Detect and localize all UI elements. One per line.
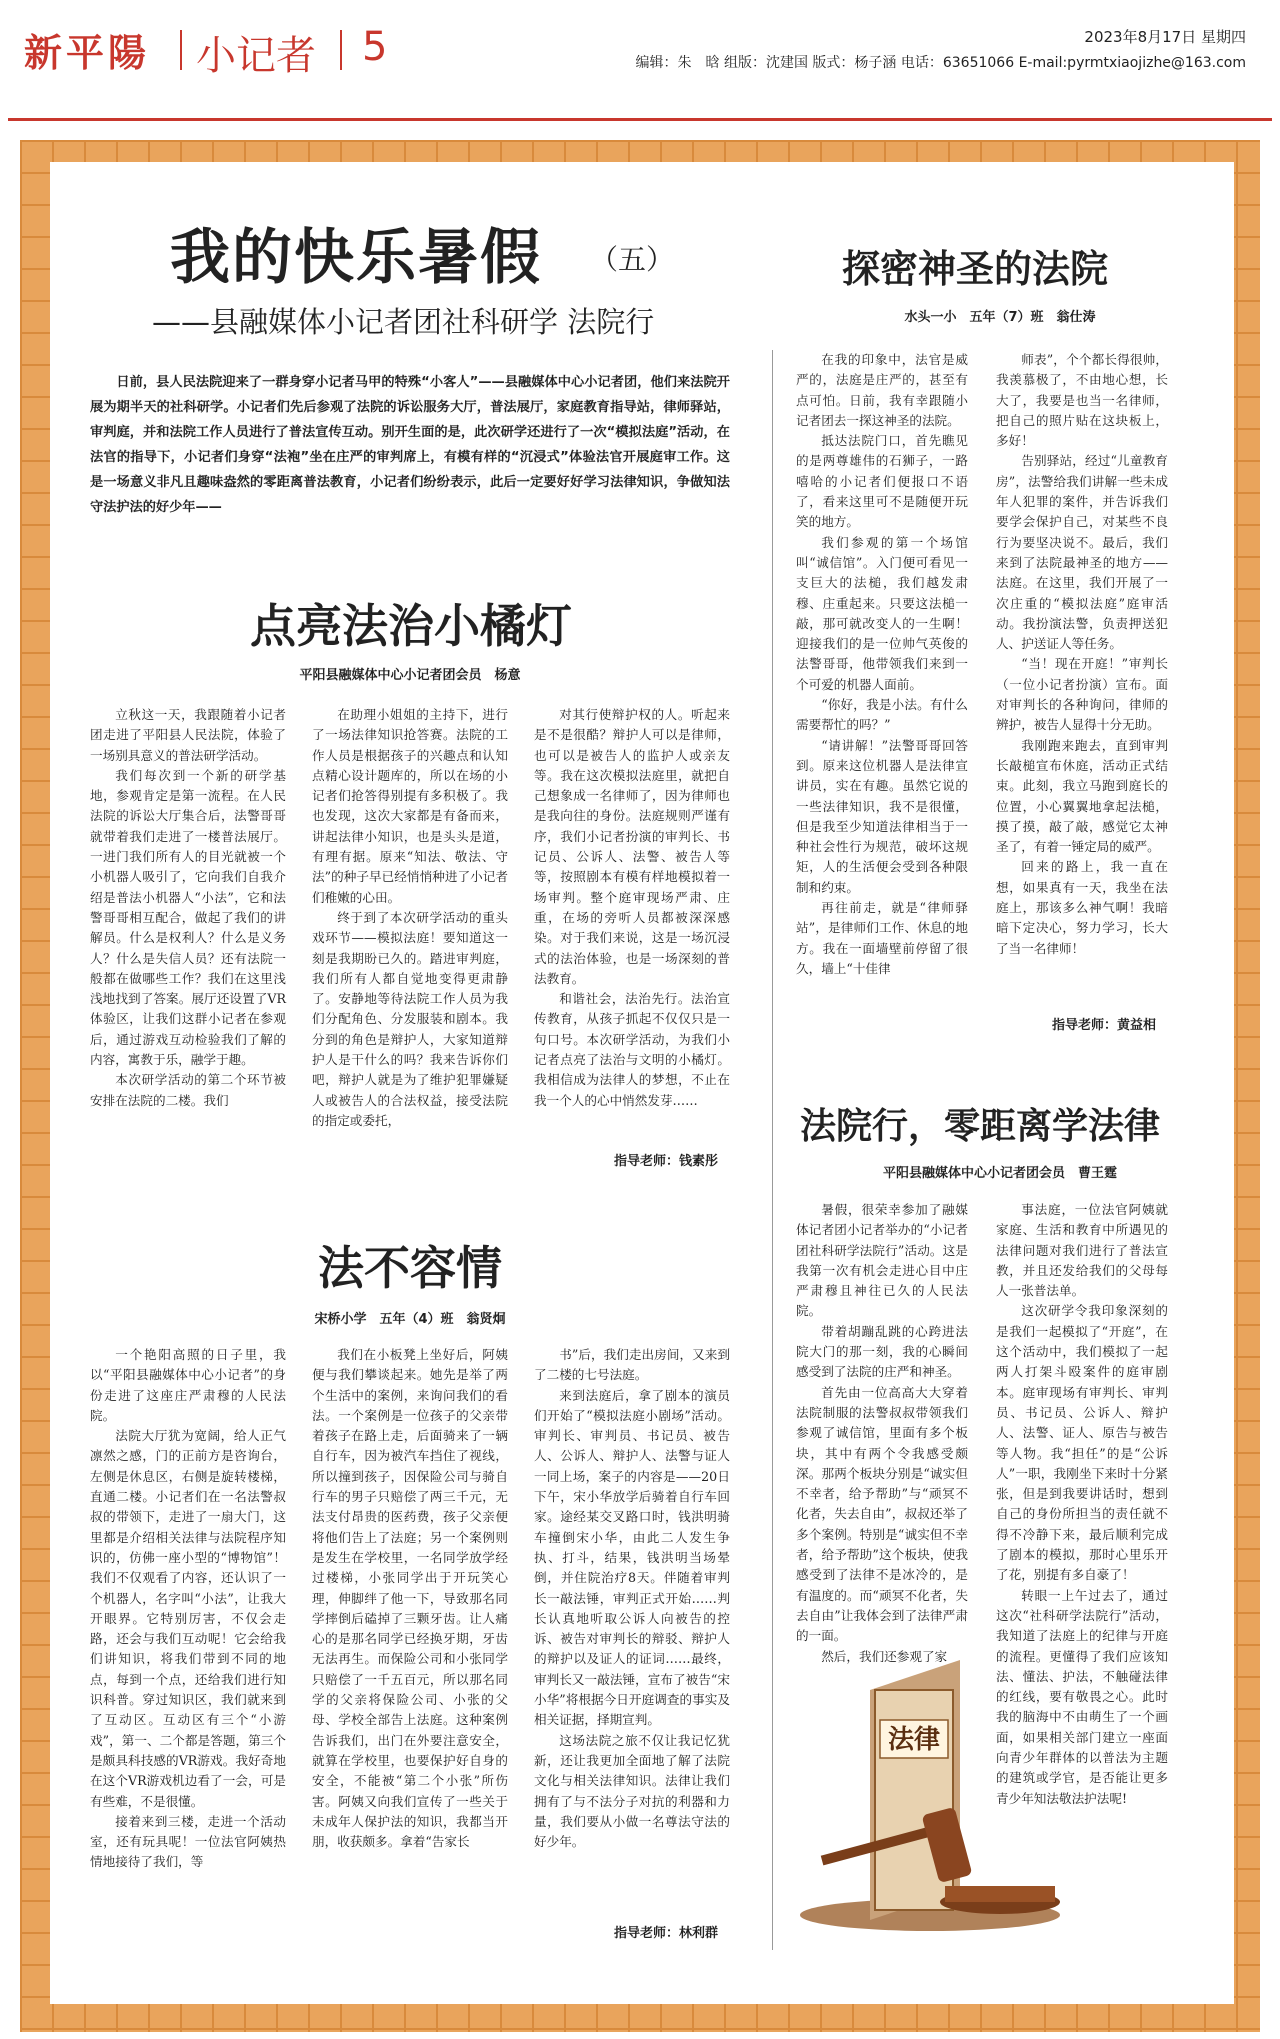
paragraph: “你好，我是小法。有什么需要帮忙的吗？” xyxy=(796,697,968,733)
masthead-divider xyxy=(180,30,182,70)
paragraph: 对其行使辩护权的人。听起来是不是很酷？辩护人可以是律师，也可以是被告人的监护人或亲友等。我在这次模拟法庭里，就把自己想象成一名律师了，因为律师也是我向往的身份。法庭规则严谨有序，我们小记者扮演的审判长、书记员、公诉人、法警、被告人等等，按照剧本有模有样地模拟着一场审判。整个庭审现场严肃、庄重，在场的旁听人员都被深深感染。对于我们来说，这是一场沉浸式的法治体验，也是一场深刻的普法教育。 xyxy=(534,707,730,986)
paragraph: 这场法院之旅不仅让我记忆犹新，还让我更加全面地了解了法院文化与相关法律知识。法律让我们拥有了与不法分子对抗的利器和力量，我们要从小做一名尊法守法的好少年。 xyxy=(534,1732,730,1850)
article3-column-2 xyxy=(312,1345,508,1852)
paragraph: 和谐社会，法治先行。法治宣传教育，从孩子抓起不仅仅只是一句口号。本次研学活动，为我们小记者点亮了法治与文明的小橘灯。我相信成为法律人的梦想，不止在我一个人的心中悄然发芽…… xyxy=(534,991,730,1108)
feature-intro: 日前，县人民法院迎来了一群身穿小记者马甲的特殊“小客人”——县融媒体中心小记者团，他们来法院开展为期半天的社科研学。小记者们先后参观了法院的诉讼服务大厅，普法展厅，家庭教育指导站，律师驿站，审判庭，并和法院工作人员进行了普法宣传互动。别开生面的是，此次研学还进行了一次“模拟法庭”活动，在法官的指导下，小记者们身穿“法袍”坐在庄严的审判席上，有模有样的“沉浸式”体验法官开展庭审工作。这是一场意义非凡且趣味盎然的零距离普法教育，小记者们纷纷表示，此后一定要好好学习法律知识，争做知法守法护法的好少年—— xyxy=(90,375,730,515)
paragraph: 再往前走，就是“律师驿站”，是律师们工作、休息的地方。我在一面墙壁前停留了很久，墙上“十佳律 xyxy=(796,900,968,976)
paragraph: 书”后，我们走出房间，又来到了二楼的七号法庭。 xyxy=(534,1347,730,1383)
section-name: 小记者 xyxy=(196,33,316,79)
paragraph: 告别驿站，经过“儿童教育房”，法警给我们讲解一些未成年人犯罪的案件，并告诉我们要学会保护自己，对某些不良行为要坚决说不。最后，我们来到了法院最神圣的地方——法庭。在这里，我们开展了一次庄重的“模拟法庭”庭审活动。我扮演法警，负责押送犯人、护送证人等任务。 xyxy=(996,453,1168,652)
paragraph: 我们每次到一个新的研学基地，参观肯定是第一流程。在人民法院的诉讼大厅集合后，法警哥哥就带着我们走进了一楼普法展厅。一进门我们所有人的目光就被一个小机器人吸引了，它向我们自我介绍是普法小机器人“小法”，它和法警哥哥相互配合，做起了我们的讲解员。什么是权利人？什么是义务人？什么是失信人员？还有法院一般都在做哪些工作？我们在这里浅浅地找到了答案。展厅还设置了VR体验区，让我们这群小记者在参观后，通过游戏互动检验我们了解的内容，寓教于乐，融学于趣。 xyxy=(90,767,286,1068)
issue-date: 2023年8月17日 星期四 xyxy=(1084,28,1246,46)
paragraph: 暑假，很荣幸参加了融媒体记者团小记者举办的“小记者团社科研学法院行”活动。这是我第一次有机会走进心目中庄严肃穆且神往已久的人民法院。 xyxy=(796,1202,968,1319)
article1-column-1 xyxy=(90,705,286,1111)
paragraph: 法院大厅犹为宽阔，给人正气凛然之感，门的正前方是咨询台，左侧是休息区，右侧是旋转楼梯，直通二楼。小记者们在一名法警叔叔的带领下，走进了一扇大门，这里都是介绍相关法律与法院程序知识的，仿佛一座小型的“博物馆”！我们不仅观看了内容，还认识了一个机器人，名字叫“小法”，让我大开眼界。它特别厉害，不仅会走路，还会与我们互动呢！它会给我们讲知识，将我们带到不同的地点，每到一个点，还给我们进行知识科普。穿过知识区，我们就来到了互动区。互动区有三个“小游戏”，第一、二个都是答题，第三个是颇具科技感的VR游戏。我好奇地在这个VR游戏机边看了一会，可是有些难，不是很懂。 xyxy=(90,1428,286,1809)
article3-teacher: 指导老师：林利群 xyxy=(614,1926,719,1941)
article1-byline: 平阳县融媒体中心小记者团会员 杨意 xyxy=(299,668,521,683)
paragraph: 事法庭，一位法官阿姨就家庭、生活和教育中所遇见的法律问题对我们进行了普法宣教，并且还发给我们的父母每人一张普法单。 xyxy=(996,1202,1168,1299)
paragraph: 这次研学令我印象深刻的是我们一起模拟了“开庭”，在这个活动中，我们模拟了一起两人打架斗殴案件的庭审剧本。庭审现场有审判长、审判员、书记员、公诉人、辩护人、法警、证人、原告与被告等人物。我“担任”的是“公诉人”一职，我刚坐下来时十分紧张，但是到我要讲话时，想到自己的身份所担当的责任就不得不冷静下来，最后顺利完成了剧本的模拟，那时心里乐开了花，别提有多自豪了！ xyxy=(996,1303,1168,1583)
article1-column-3 xyxy=(534,705,730,1111)
column-divider xyxy=(772,350,773,1950)
book-label: 法律 xyxy=(887,1725,941,1755)
article3-column-1 xyxy=(90,1345,286,1873)
article4-column-1 xyxy=(796,1200,968,1667)
paragraph: “请讲解！”法警哥哥回答到。原来这位机器人是法律宣讲员，实在有趣。虽然它说的一些法律知识，我不是很懂，但是我至少知道法律相当于一种社会性行为规范，破坏这规矩，人的生活便会受到各种限制和约束。 xyxy=(796,737,968,895)
paper-name: 新平陽 xyxy=(24,30,151,75)
paragraph: “当！现在开庭！”审判长（一位小记者扮演）宣布。面对审判长的各种询问，律师的辨护，被告人显得十分无助。 xyxy=(996,656,1168,733)
article4-byline: 平阳县融媒体中心小记者团会员 曹王霆 xyxy=(882,1166,1117,1181)
article2-column-2 xyxy=(996,350,1168,959)
masthead xyxy=(0,0,1280,120)
article3-title: 法不容情 xyxy=(318,1241,502,1295)
masthead-divider xyxy=(340,30,342,70)
paragraph: 带着胡蹦乱跳的心跨进法院大门的那一刻，我的心瞬间感受到了法院的庄严和神圣。 xyxy=(796,1323,968,1380)
feature-subtitle: ——县融媒体小记者团社科研学 法院行 xyxy=(152,305,655,339)
editor-line: 编辑：朱 晗 组版：沈建国 版式：杨子涵 电话：63651066 E-mail:pyrmtxiaojizhe@163.com xyxy=(635,55,1246,71)
article3-byline: 宋桥小学 五年（4）班 翁贤炯 xyxy=(314,1312,506,1327)
article1-title: 点亮法治小橘灯 xyxy=(250,599,572,653)
paragraph: 一个艳阳高照的日子里，我以“平阳县融媒体中心小记者”的身份走进了这座庄严肃穆的人民法院。 xyxy=(90,1347,286,1423)
paragraph: 来到法庭后，拿了剧本的演员们开始了“模拟法庭小剧场”活动。审判长、审判员、书记员、被告人、公诉人、辩护人、法警与证人一同上场，案子的内容是——20日下午，宋小华放学后骑着自行车回家。途经某交叉路口时，钱洪明骑车撞倒宋小华，由此二人发生争执、打斗，结果，钱洪明当场晕倒，并住院治疗8天。伴随着审判长一敲法锤，审判正式开始……判长认真地听取公诉人向被告的控诉、被告对审判长的辩驳、辩护人的辩护以及证人的证词……最终，审判长又一敲法锤，宣布了被告“宋小华”将根据今日开庭调查的事实及相关证据，择期宣判。 xyxy=(534,1387,730,1728)
article3-column-3 xyxy=(534,1345,730,1852)
article1-column-2 xyxy=(312,705,508,1131)
paragraph: 本次研学活动的第二个环节被安排在法院的二楼。我们 xyxy=(90,1072,286,1108)
paragraph: 转眼一上午过去了，通过这次“社科研学法院行”活动，我知道了法庭上的纪律与开庭的流程。更懂得了我们应该知法、懂法、护法，不触碰法律的红线，要有敬畏之心。此时我的脑海中不由萌生了一个画面，如果相关部门建立一座面向青少年群体的以普法为主题的建筑或学官，是否能让更多青少年知法敬法护法呢! xyxy=(996,1587,1168,1806)
article2-title: 探密神圣的法院 xyxy=(842,246,1109,291)
paragraph: 终于到了本次研学活动的重头戏环节——模拟法庭！要知道这一刻是我期盼已久的。踏进审判庭，我们所有人都自觉地变得更肃静了。安静地等待法院工作人员为我们分配角色、分发服装和剧本。我分到的角色是辩护人，大家知道辩护人是干什么的吗？我来告诉你们吧，辩护人就是为了维护犯罪嫌疑人或被告人的合法权益，接受法院的指定或委托， xyxy=(312,909,508,1128)
paragraph: 抵达法院门口，首先瞧见的是两尊雄伟的石狮子，一路嘻哈的小记者们便报口不语了，看来这里可不是随便开玩笑的地方。 xyxy=(796,433,968,530)
article2-byline: 水头一小 五年（7）班 翁仕涛 xyxy=(904,310,1096,325)
paragraph: 首先由一位高高大大穿着法院制服的法警叔叔带领我们参观了诚信馆，里面有多个板块，其中有两个令我感受颇深。那两个板块分别是“诚实但不幸者，给予帮助”与“顽冥不化者，失去自由”，叔叔还举了多个案例。特别是“诚实但不幸者，给予帮助”这个板块，使我感受到了法律不是冰冷的，是有温度的。而“顽冥不化者，失去自由”让我体会到了法律严肃的一面。 xyxy=(796,1384,968,1644)
article4-title: 法院行，零距离学法律 xyxy=(800,1105,1161,1147)
feature-title-note: （五） xyxy=(590,243,675,276)
paragraph: 我刚跑来跑去，直到审判长敲槌宣布休庭，活动正式结束。此刻，我立马跑到庭长的位置，小心翼翼地拿起法槌，摸了摸，敲了敲，感觉它太神圣了，有着一锤定局的威严。 xyxy=(996,737,1168,855)
masthead-rule xyxy=(8,118,1272,121)
paragraph: 师表”，个个都长得很帅，我羡慕极了，不由地心想，长大了，我要是也当一名律师，把自己的照片贴在这块板上，多好！ xyxy=(996,352,1168,449)
paragraph: 回来的路上，我一直在想，如果真有一天，我坐在法庭上，那该多么神气啊！我暗暗下定决心，努力学习，长大了当一名律师！ xyxy=(996,859,1168,956)
paragraph: 接着来到三楼，走进一个活动室，还有玩具呢！一位法官阿姨热情地接待了我们，等 xyxy=(90,1813,286,1870)
paragraph: 在我的印象中，法官是威严的，法庭是庄严的，甚至有点可怕。日前，我有幸跟随小记者团去一探这神圣的法院。 xyxy=(796,352,968,428)
paragraph: 立秋这一天，我跟随着小记者团走进了平阳县人民法院，体验了一场别具意义的普法研学活动。 xyxy=(90,707,286,763)
article2-teacher: 指导老师：黄益相 xyxy=(1052,1018,1157,1033)
law-book-gavel-illustration xyxy=(780,1650,1080,1940)
feature-title: 我的快乐暑假 xyxy=(170,223,542,293)
article1-teacher: 指导老师：钱素彤 xyxy=(614,1154,719,1169)
article2-column-1 xyxy=(796,350,968,979)
paragraph: 我们参观的第一个场馆叫“诚信馆”。入门便可看见一支巨大的法槌，我们越发肃穆、庄重起来。只要这法槌一敲，那可就改变人的一生啊！迎接我们的是一位帅气英俊的法警哥哥，他带领我们来到一个可爱的机器人面前。 xyxy=(796,534,968,692)
page-number: 5 xyxy=(362,24,388,70)
paragraph: 然后，我们还参观了家 xyxy=(821,1648,948,1664)
paragraph: 在助理小姐姐的主持下，进行了一场法律知识抢答赛。法院的工作人员是根据孩子的兴趣点和认知点精心设计题库的，所以在场的小记者们抢答得别提有多积极了。我也发现，这次大家都是有备而来，讲起法律小知识，也是头头是道，有理有据。原来“知法、敬法、守法”的种子早已经悄悄种进了小记者们稚嫩的心田。 xyxy=(312,707,508,905)
paragraph: 我们在小板凳上坐好后，阿姨便与我们攀谈起来。她先是举了两个生活中的案例，来询问我们的看法。一个案例是一位孩子的父亲带着孩子在路上走，后面骑来了一辆自行车，因为被汽车挡住了视线，所以撞到孩子，因保险公司与骑自行车的男子只赔偿了两三千元，无法支付昂贵的医药费，孩子父亲便将他们告上了法庭；另一个案例则是发生在学校里，一名同学放学经过楼梯，小张同学出于开玩笑心理，伸脚绊了他一下，导致那名同学摔倒后磕掉了三颗牙齿。让人痛心的是那名同学已经换牙期，牙齿无法再生。而保险公司和小张同学只赔偿了一千五百元，所以那名同学的父亲将保险公司、小张的父母、学校全部告上法庭。这种案例告诉我们，出门在外要注意安全，就算在学校里，也要保护好自身的安全，不能被“第二个小张”所伤害。阿姨又向我们宣传了一些关于未成年人保护法的知识，我都当开朋，收获颇多。拿着“告家长 xyxy=(312,1347,508,1850)
